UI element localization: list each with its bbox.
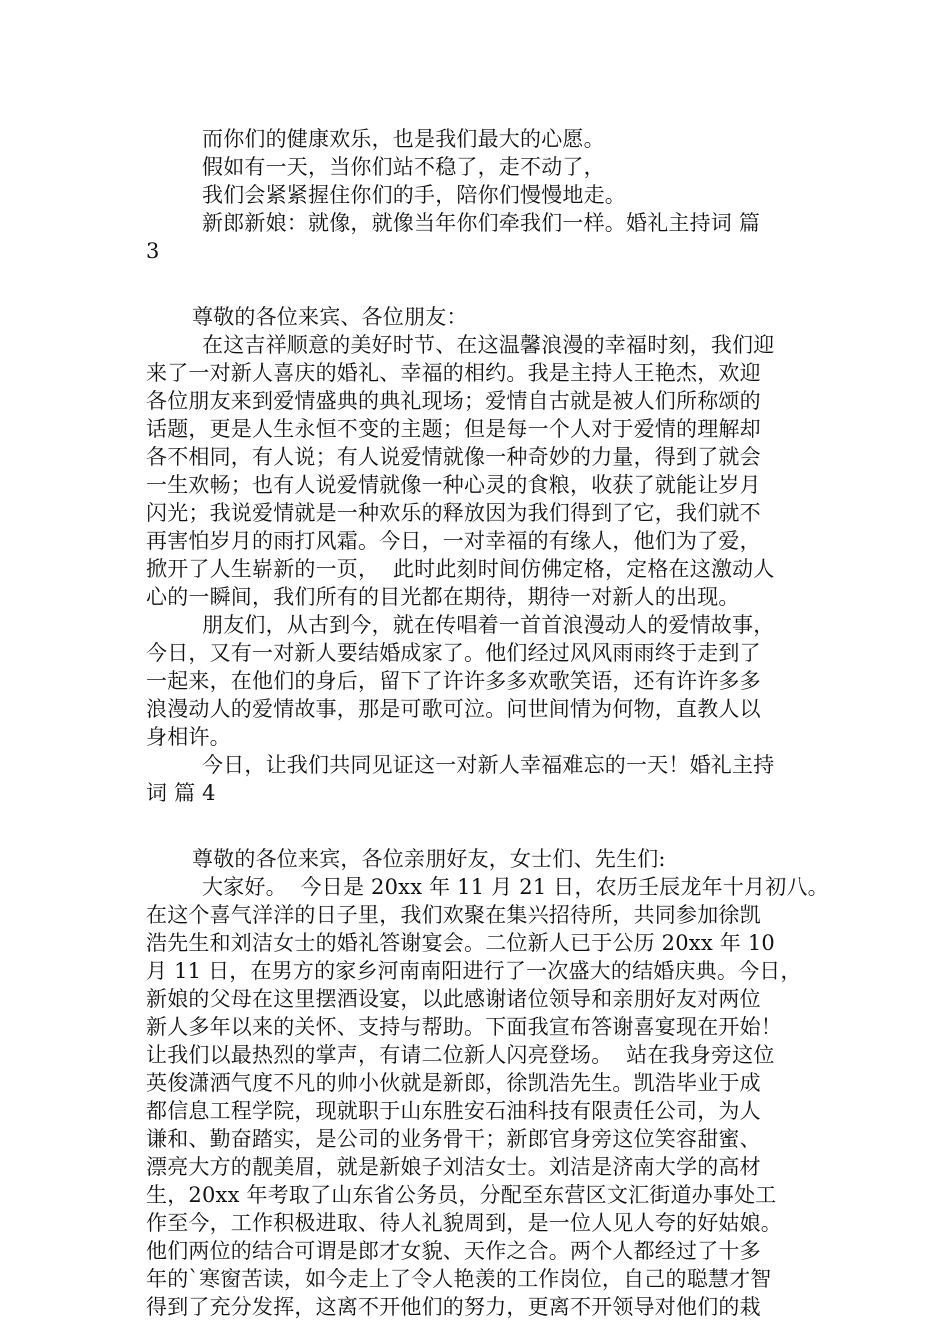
paragraph-line: 来了一对新人喜庆的婚礼、幸福的相约。我是主持人王艳杰，欢迎: [146, 361, 761, 385]
section-number: 3: [146, 239, 160, 263]
paragraph-line: 掀开了人生崭新的一页， 此时此刻时间仿佛定格，定格在这激动人: [146, 557, 775, 581]
paragraph-line: 年的`寒窗苦读，如今走上了令人艳羡的工作岗位，自己的聪慧才智: [146, 1267, 772, 1291]
paragraph-line: 英俊潇洒气度不凡的帅小伙就是新郎，徐凯浩先生。凯浩毕业于成: [146, 1071, 761, 1095]
paragraph-line: 他们两位的结合可谓是郎才女貌、天作之合。两个人都经过了十多: [146, 1239, 761, 1263]
salutation: 尊敬的各位来宾，各位亲朋好友，女士们、先生们:: [192, 847, 666, 871]
paragraph-line: 生，20xx 年考取了山东省公务员，分配至东营区文汇街道办事处工: [146, 1183, 777, 1207]
paragraph-line: 在这个喜气洋洋的日子里，我们欢聚在集兴招待所，共同参加徐凯: [146, 903, 761, 927]
paragraph-line: 新人多年以来的关怀、支持与帮助。下面我宣布答谢喜宴现在开始！: [146, 1015, 782, 1039]
paragraph-line: 都信息工程学院，现就职于山东胜安石油科技有限责任公司，为人: [146, 1099, 761, 1123]
text-line: 假如有一天，当你们站不稳了，走不动了，: [202, 155, 605, 179]
section-heading-line: 新郎新娘：就像，就像当年你们牵我们一样。婚礼主持词 篇: [202, 211, 761, 235]
paragraph-line: 各不相同，有人说；有人说爱情就像一种奇妙的力量，得到了就会: [146, 445, 761, 469]
text-line: 我们会紧紧握住你们的手，陪你们慢慢地走。: [202, 183, 626, 207]
paragraph-line: 让我们以最热烈的掌声，有请二位新人闪亮登场。 站在我身旁这位: [146, 1043, 775, 1067]
paragraph-line: 新娘的父母在这里摆酒设宴，以此感谢诸位领导和亲朋好友对两位: [146, 987, 761, 1011]
paragraph-line: 漂亮大方的靓美眉，就是新娘子刘洁女士。刘洁是济南大学的高材: [146, 1155, 761, 1179]
salutation: 尊敬的各位来宾、各位朋友：: [192, 305, 468, 329]
paragraph-line: 作至今，工作积极进取、待人礼貌周到，是一位人见人夸的好姑娘。: [146, 1211, 782, 1235]
paragraph-line: 再害怕岁月的雨打风霜。今日，一对幸福的有缘人，他们为了爱，: [146, 529, 761, 553]
paragraph-line: 一起来，在他们的身后，留下了许许多多欢歌笑语，还有许许多多: [146, 669, 761, 693]
paragraph-line: 心的一瞬间，我们所有的目光都在期待，期待一对新人的出现。: [146, 585, 740, 609]
section-number: 词 篇 4: [146, 781, 216, 805]
paragraph-line: 月 11 日，在男方的家乡河南南阳进行了一次盛大的结婚庆典。今日，: [146, 959, 802, 983]
paragraph-line: 各位朋友来到爱情盛典的典礼现场；爱情自古就是被人们所称颂的: [146, 389, 761, 413]
paragraph-line: 在这吉祥顺意的美好时节、在这温馨浪漫的幸福时刻，我们迎: [202, 333, 775, 357]
paragraph-line: 今日，又有一对新人要结婚成家了。他们经过风风雨雨终于走到了: [146, 641, 761, 665]
paragraph-line: 一生欢畅；也有人说爱情就像一种心灵的食粮，收获了就能让岁月: [146, 473, 761, 497]
section-heading-line: 今日，让我们共同见证这一对新人幸福难忘的一天！婚礼主持: [202, 753, 775, 777]
paragraph-line: 浪漫动人的爱情故事，那是可歌可泣。问世间情为何物，直教人以: [146, 697, 761, 721]
paragraph-line: 身相许。: [146, 725, 231, 749]
paragraph-line: 浩先生和刘洁女士的婚礼答谢宴会。二位新人已于公历 20xx 年 10: [146, 931, 775, 955]
paragraph-line: 闪光；我说爱情就是一种欢乐的释放因为我们得到了它，我们就不: [146, 501, 761, 525]
text-line: 而你们的健康欢乐，也是我们最大的心愿。: [202, 127, 605, 151]
paragraph-line: 朋友们，从古到今，就在传唱着一首首浪漫动人的爱情故事，: [202, 613, 775, 637]
paragraph-line: 谦和、勤奋踏实，是公司的业务骨干；新郎官身旁这位笑容甜蜜、: [146, 1127, 761, 1151]
paragraph-line: 得到了充分发挥，这离不开他们的努力，更离不开领导对他们的栽: [146, 1295, 761, 1319]
paragraph-line: 大家好。 今日是 20xx 年 11 月 21 日，农历壬辰龙年十月初八。: [202, 875, 829, 899]
paragraph-line: 话题，更是人生永恒不变的主题；但是每一个人对于爱情的理解却: [146, 417, 761, 441]
